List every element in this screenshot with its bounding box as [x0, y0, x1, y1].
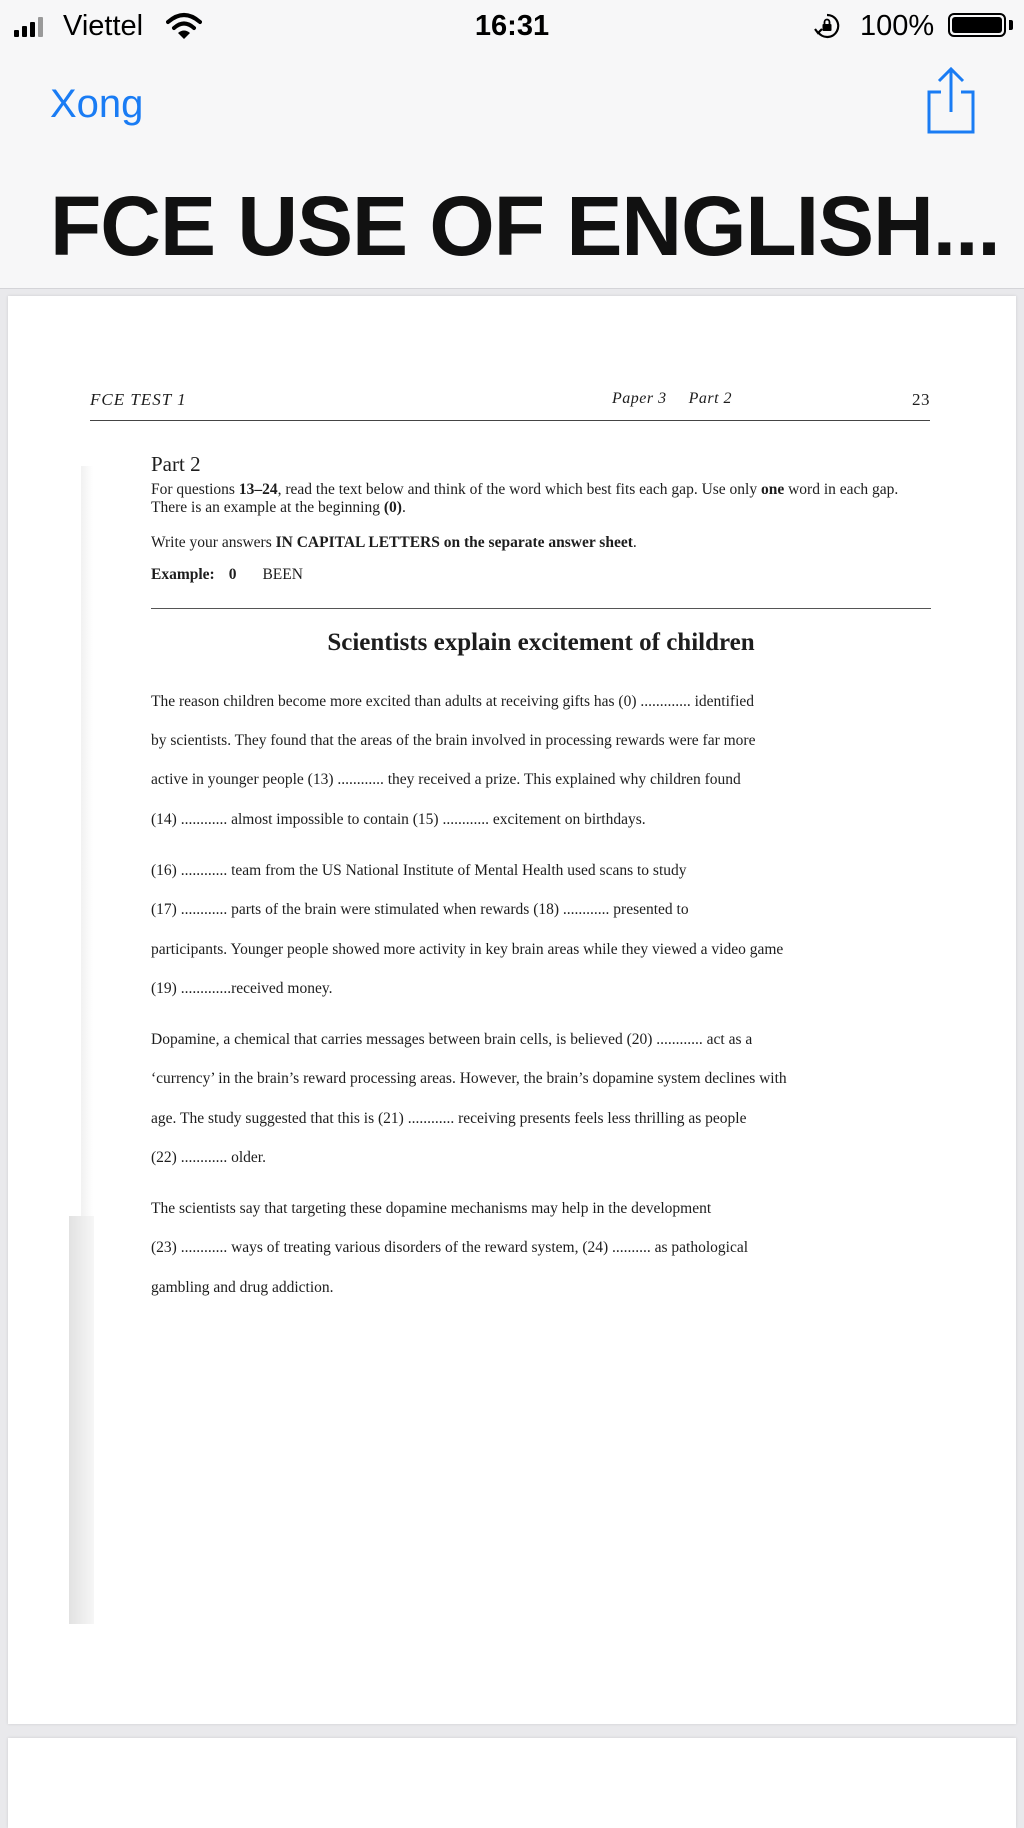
done-button[interactable]: Xong [50, 82, 144, 126]
battery-icon [948, 13, 1006, 37]
passage-line: (14) ............ almost impossible to contain (15) ............ excitement on birthdays. [151, 811, 646, 828]
passage-line: (22) ............ older. [151, 1149, 266, 1166]
passage-line: The scientists say that targeting these dopamine mechanisms may help in the development [151, 1200, 712, 1217]
running-head-part: Part 2 [688, 390, 733, 407]
scan-edge-shadow-lower [69, 1216, 94, 1624]
passage-line: (23) ............ ways of treating various disorders of the reward system, (24) .......... as pathological [151, 1239, 749, 1256]
part-heading: Part 2 [151, 452, 201, 476]
status-time: 16:31 [474, 10, 550, 42]
answer-instruction: Write your answers IN CAPITAL LETTERS on the separate answer sheet. [151, 534, 637, 551]
example-row [151, 566, 303, 584]
share-icon[interactable] [924, 66, 978, 136]
nav-header [0, 52, 1024, 289]
passage-line: ‘currency’ in the brain’s reward processing areas. However, the brain’s dopamine system declines with [151, 1070, 787, 1087]
instructions: For questions 13–24, read the text below and think of the word which best fits each gap. Use only one word in each gap. There is an example at the beginning (0). [151, 481, 899, 516]
passage-line: The reason children become more excited than adults at receiving gifts has (0) ............. identified [151, 693, 755, 710]
page-number: 23 [912, 390, 930, 409]
passage-line: gambling and drug addiction. [151, 1279, 334, 1296]
passage-line: participants. Younger people showed more activity in key brain areas while they viewed a video game [151, 941, 784, 958]
running-head-right [612, 390, 930, 408]
example-number: 0 [228, 566, 237, 583]
battery-tip [1009, 20, 1013, 30]
passage-line: active in younger people (13) ............ they received a prize. This explained why children found [151, 771, 741, 788]
section-rule [151, 608, 931, 609]
passage-line: by scientists. They found that the areas of the brain involved in processing rewards were far more [151, 732, 756, 749]
passage-line: (17) ............ parts of the brain were stimulated when rewards (18) ............ presented to [151, 901, 689, 918]
header-rule [90, 420, 930, 421]
orientation-lock-icon [814, 13, 840, 39]
passage-line: Dopamine, a chemical that carries messages between brain cells, is believed (20) ............ act as a [151, 1031, 753, 1048]
passage-line: (19) .............received money. [151, 980, 333, 997]
text-title: Scientists explain excitement of children [327, 629, 755, 656]
status-bar [0, 0, 1024, 52]
passage-line: age. The study suggested that this is (21) ............ receiving presents feels less thrilling as people [151, 1110, 747, 1127]
example-answer: BEEN [262, 566, 303, 583]
next-page-preview[interactable] [8, 1738, 1016, 1828]
battery-percentage: 100% [860, 10, 935, 42]
document-page[interactable] [8, 296, 1016, 1724]
running-head-test: FCE TEST 1 [90, 390, 187, 409]
passage-line: (16) ............ team from the US National Institute of Mental Health used scans to study [151, 862, 687, 879]
carrier-name: Viettel [63, 10, 144, 42]
example-label: Example: [151, 566, 215, 583]
scan-edge-shadow [81, 466, 93, 1226]
page-title: FCE USE OF ENGLISH... [50, 179, 1000, 273]
running-head-paper: Paper 3 [612, 390, 667, 407]
